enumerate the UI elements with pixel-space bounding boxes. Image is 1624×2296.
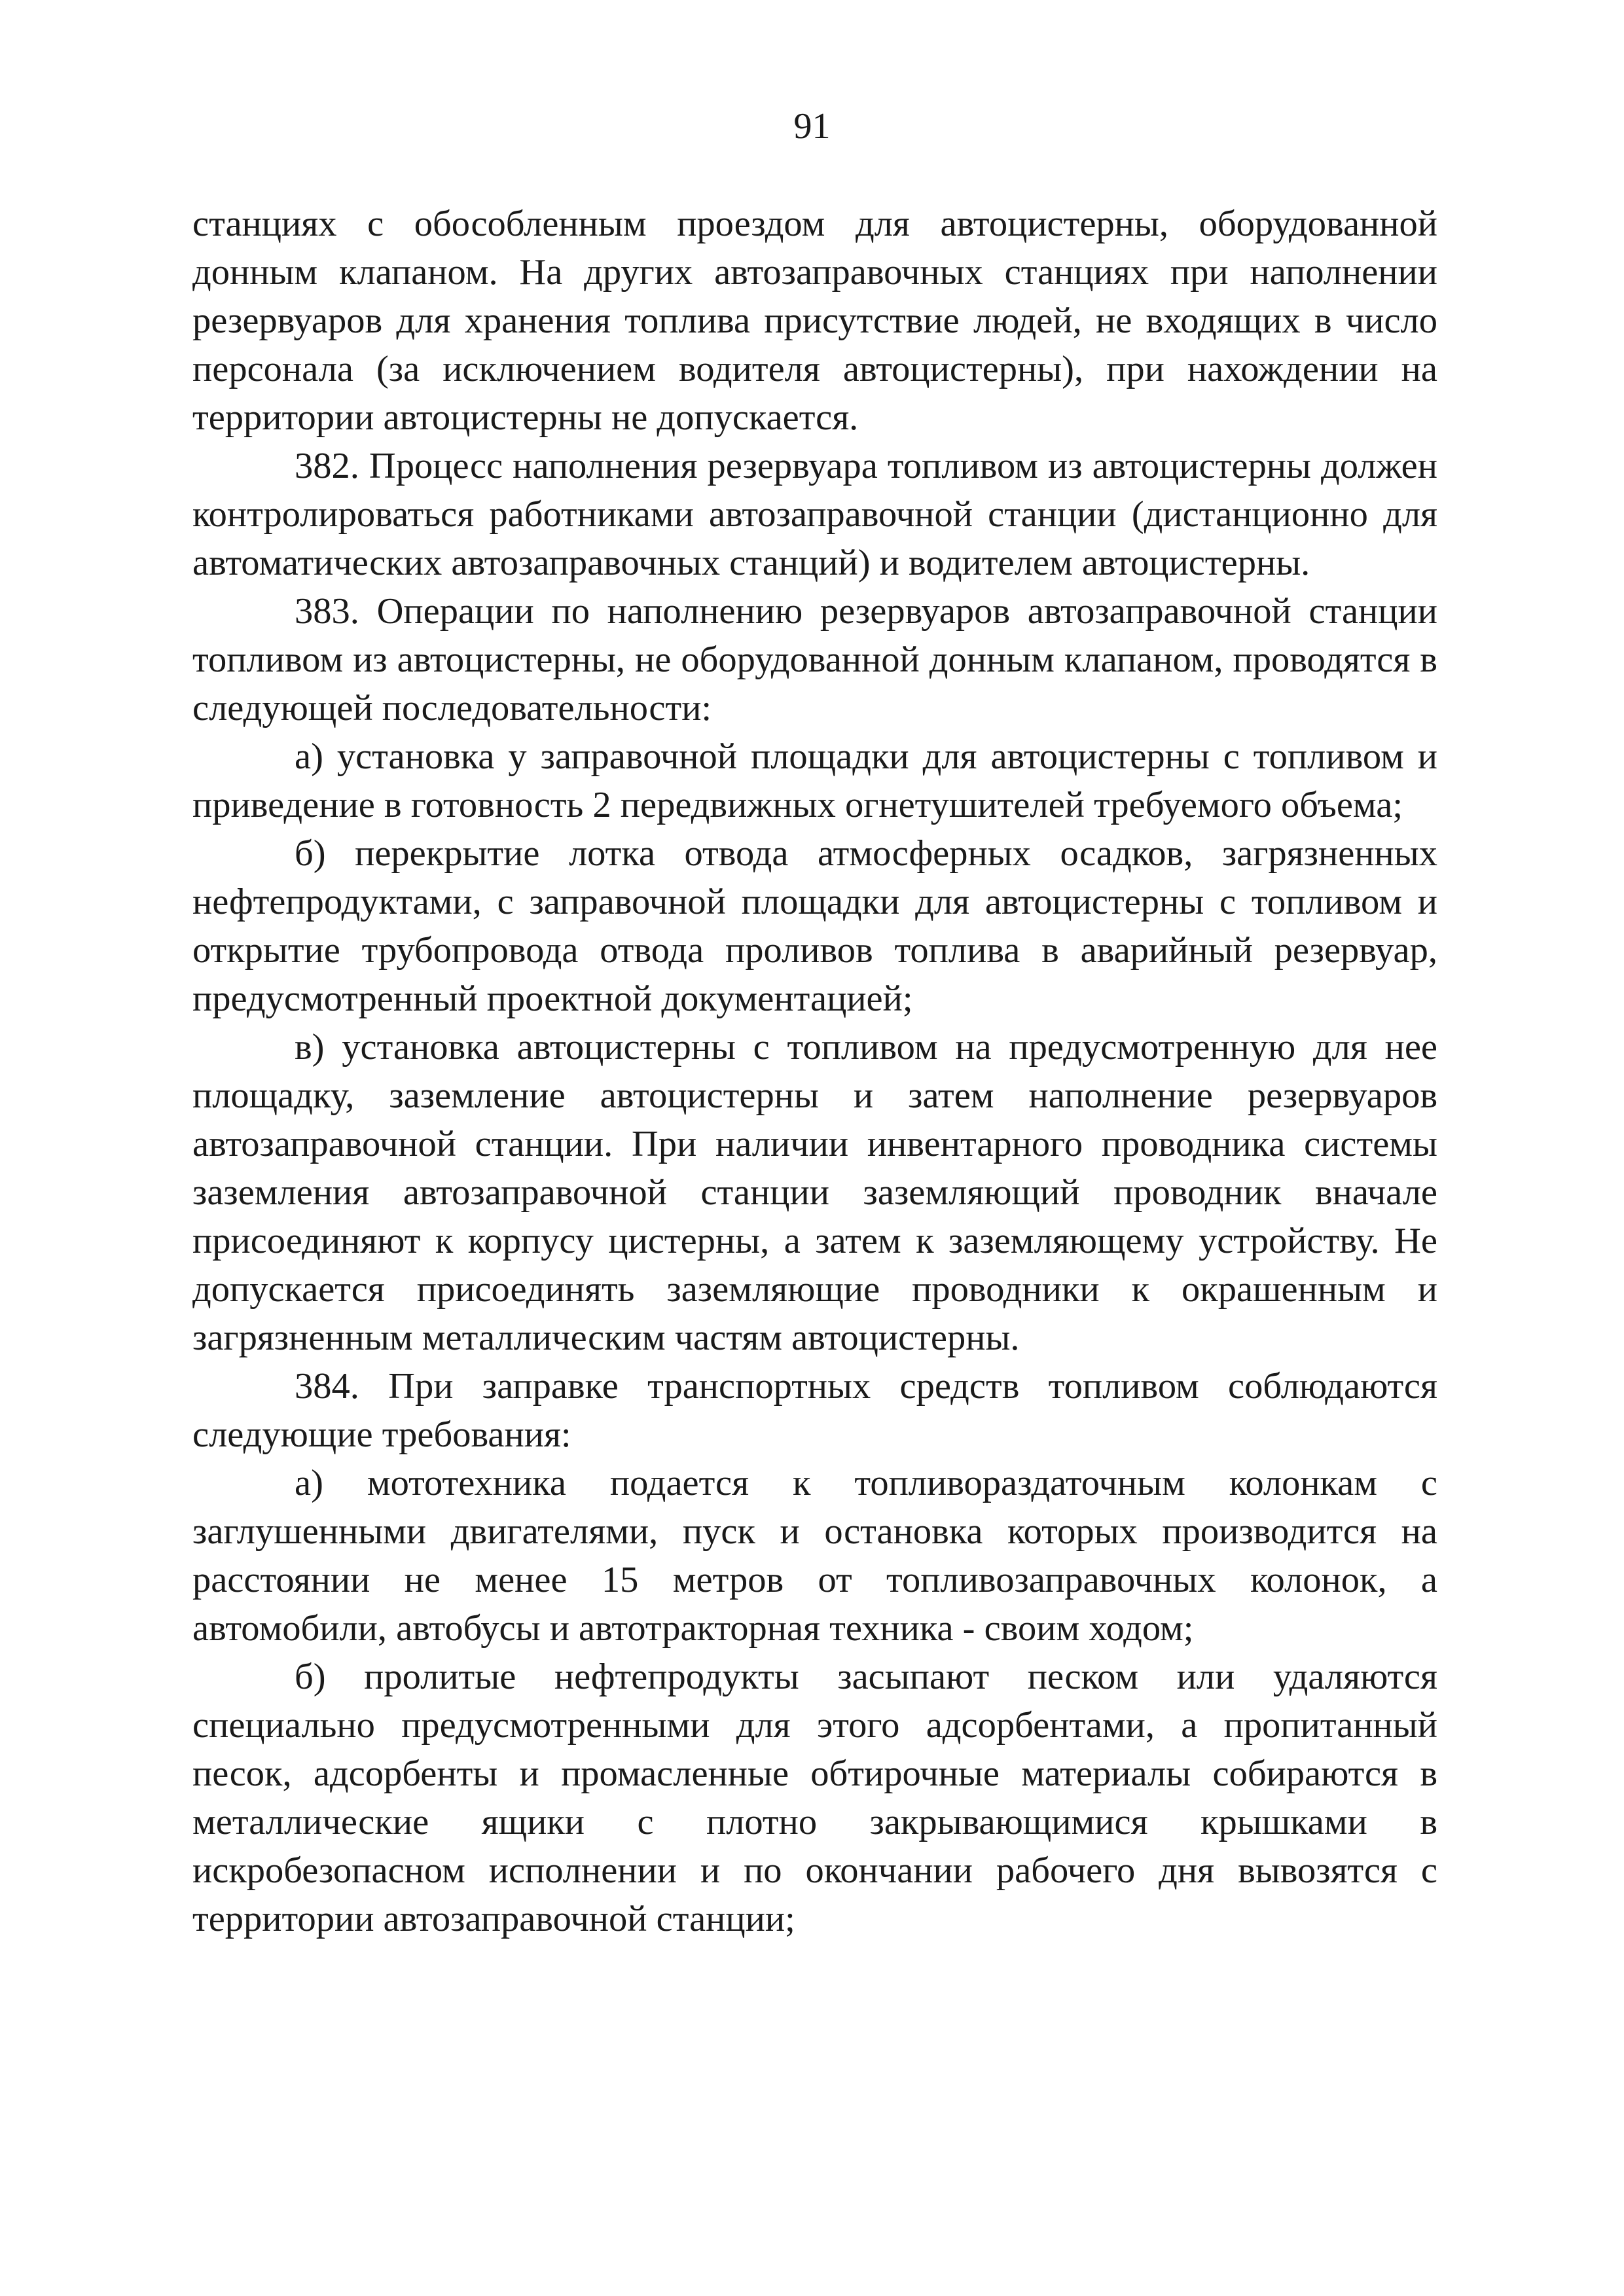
paragraph-continuation: станциях с обособленным проездом для автоцистерны, оборудованной донным клапаном. На других автозаправочных станциях при наполнении резервуаров для хранения топлива присутствие людей, не входящих в число персонала (за исключением водителя автоцистерны), при нахождении на территории автоцистерны не допускается. xyxy=(192,204,1437,438)
paragraph-383-b: б) перекрытие лотка отвода атмосферных осадков, загрязненных нефтепродуктами, с заправочной площадки для автоцистерны с топливом и открытие трубопровода отвода проливов топлива в аварийный резервуар, предусмотренный проектной документацией; xyxy=(192,833,1437,1019)
paragraph-384-a: а) мототехника подается к топливораздаточным колонкам с заглушенными двигателями, пуск и остановка которых производится на расстоянии не менее 15 метров от топливозаправочных колонок, а автомобили, автобусы и автотракторная техника - своим ходом; xyxy=(192,1463,1437,1649)
paragraph-383: 383. Операции по наполнению резервуаров автозаправочной станции топливом из автоцистерны, не оборудованной донным клапаном, проводятся в следующей последовательности: xyxy=(192,591,1437,728)
paragraph-384-b: б) пролитые нефтепродукты засыпают песком или удаляются специально предусмотренными для этого адсорбентами, а пропитанный песок, адсорбенты и промасленные обтирочные материалы собираются в металлические ящики с плотно закрывающимися крышками в искробезопасном исполнении и по окончании рабочего дня вывозятся с территории автозаправочной станции; xyxy=(192,1657,1437,1939)
body-text xyxy=(192,200,1437,1943)
paragraph-383-a: а) установка у заправочной площадки для автоцистерны с топливом и приведение в готовность 2 передвижных огнетушителей требуемого объема; xyxy=(192,736,1437,825)
paragraph-383-v: в) установка автоцистерны с топливом на предусмотренную для нее площадку, заземление автоцистерны и затем наполнение резервуаров автозаправочной станции. При наличии инвентарного проводника системы заземления автозаправочной станции заземляющий проводник вначале присоединяют к корпусу цистерны, а затем к заземляющему устройству. Не допускается присоединять заземляющие проводники к окрашенным и загрязненным металлическим частям автоцистерны. xyxy=(192,1027,1437,1358)
page-number: 91 xyxy=(793,106,831,147)
paragraph-384: 384. При заправке транспортных средств топливом соблюдаются следующие требования: xyxy=(192,1366,1437,1455)
paragraph-382: 382. Процесс наполнения резервуара топливом из автоцистерны должен контролироваться работниками автозаправочной станции (дистанционно для автоматических автозаправочных станций) и водителем автоцистерны. xyxy=(192,446,1437,583)
